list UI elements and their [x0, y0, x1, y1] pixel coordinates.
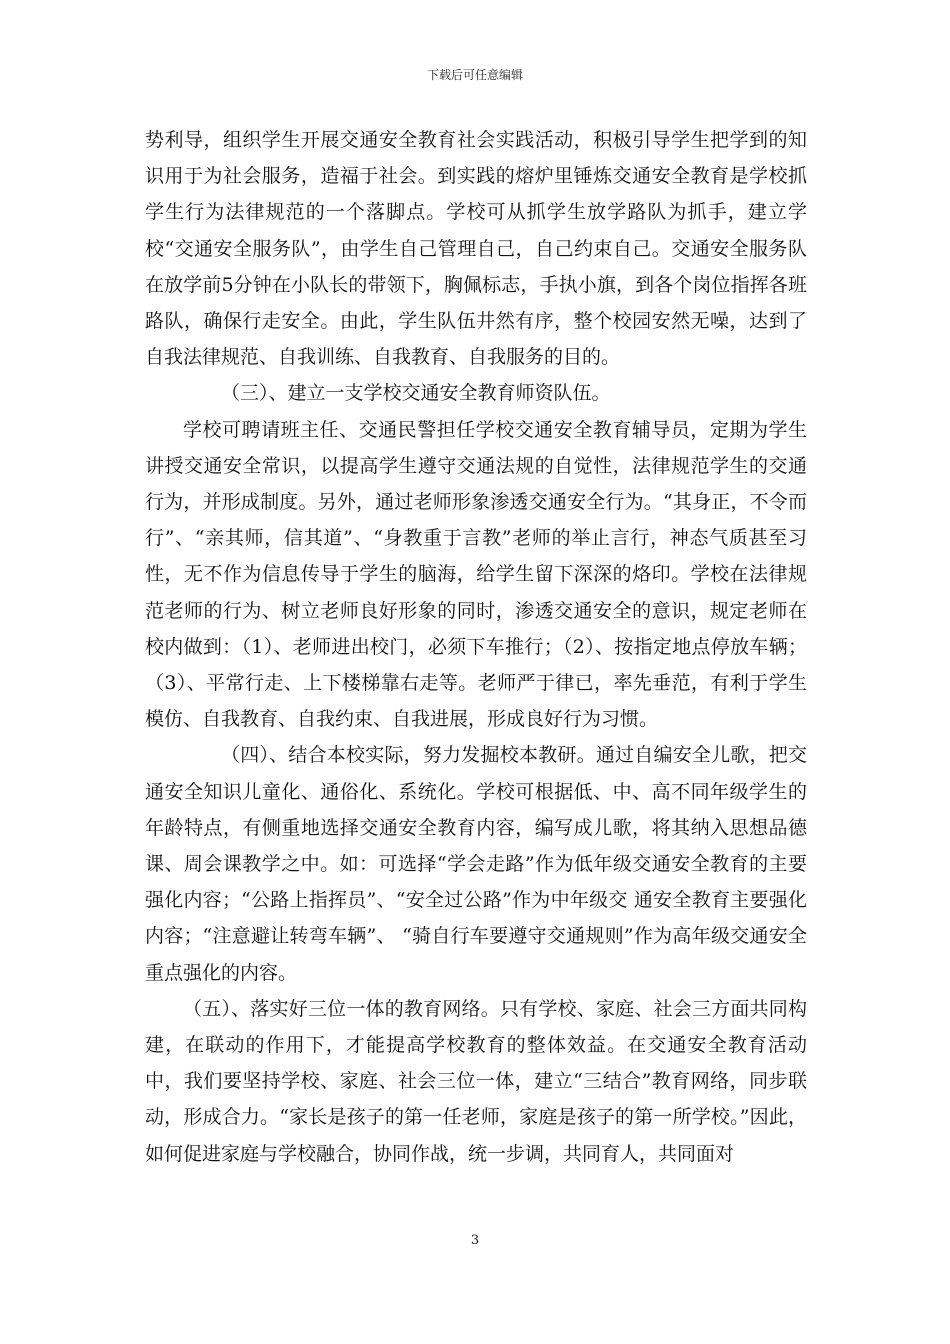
- page-header: 下载后可任意编辑: [426, 68, 523, 82]
- page-number: 3: [470, 1233, 480, 1248]
- section-five-paragraph: （五）、落实好三位一体的教育网络。只有学校、家庭、社会三方面共同构建，在联动的作用下，才能提高学校教育的整体效益。在交通安全教育活动中，我们要坚持学校、家庭、社会三位一体，建立“三结合”教育网络，同步联动，形成合力。“家长是孩子的第一任老师，家庭是孩子的第一所学校。”因此，如何促进家庭与学校融合，协同作战，统一步调，共同育人，共同面对: [145, 997, 807, 1165]
- paragraph-teacher-staff: 学校可聘请班主任、交通民警担任学校交通安全教育辅导员，定期为学生讲授交通安全常识，以提高学生遵守交通法规的自觉性，法律规范学生的交通行为，并形成制度。另外，通过老师形象渗透交通安全行为。“其身正，不令而行”、“亲其师，信其道”、“身教重于言教”老师的举止言行，神态气质甚至习性，无不作为信息传导于学生的脑海，给学生留下深深的烙印。学校在法律规范老师的行为、树立老师良好形象的同时，渗透交通安全的意识，规定老师在校内做到：（1）、老师进出校门，必须下车推行；（2）、按指定地点停放车辆；（3）、平常行走、上下楼梯靠右走等。老师严于律已，率先垂范，有利于学生模仿、自我教育、自我约束、自我进展，形成良好行为习惯。: [145, 418, 807, 731]
- section-heading-three: （三）、建立一支学校交通安全教育师资队伍。: [221, 382, 611, 405]
- paragraph-continuation: 势利导，组织学生开展交通安全教育社会实践活动，积极引导学生把学到的知识用于为社会服务，造福于社会。到实践的熔炉里锤炼交通安全教育是学校抓学生行为法律规范的一个落脚点。学校可从抓学生放学路队为抓手，建立学校“交通安全服务队”，由学生自己管理自己，自己约束自己。交通安全服务队在放学前5分钟在小队长的带领下，胸佩标志，手执小旗，到各个岗位指挥各班路队，确保行走安全。由此，学生队伍井然有序，整个校园安然无噪，达到了自我法律规范、自我训练、自我教育、自我服务的目的。: [145, 129, 807, 369]
- section-four-paragraph: （四）、结合本校实际，努力发掘校本教研。通过自编安全儿歌，把交通安全知识儿童化、通俗化、系统化。学校可根据低、中、高不同年级学生的年龄特点，有侧重地选择交通安全教育内容，编写成儿歌，将其纳入思想品德课、周会课教学之中。如：可选择“学会走路”作为低年级交通安全教育的主要强化内容；“公路上指挥员”、“安全过公路”作为中年级交 通安全教育主要强化内容；“注意避让转弯车辆”、 “骑自行车要遵守交通规则”作为高年级交通安全重点强化的内容。: [145, 744, 807, 984]
- document-body: [145, 122, 807, 1172]
